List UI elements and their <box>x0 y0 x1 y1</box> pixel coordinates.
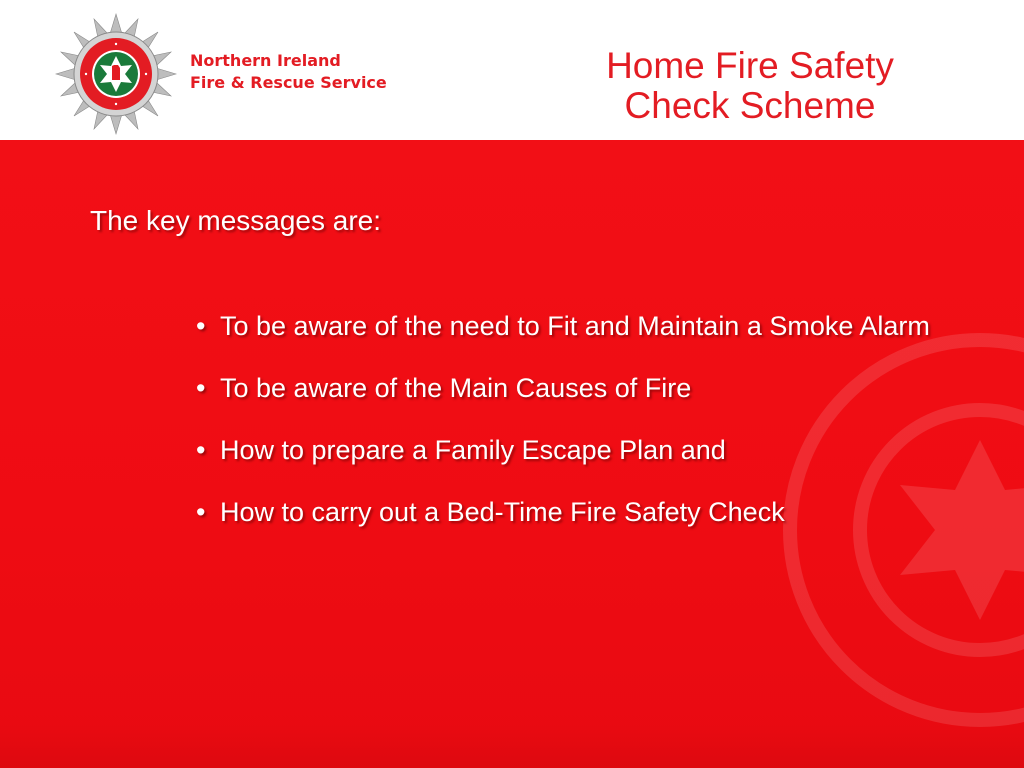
header <box>0 0 1024 140</box>
list-item <box>196 306 936 346</box>
organisation-name <box>190 50 387 94</box>
list-item-text: To be aware of the Main Causes of Fire <box>220 373 692 403</box>
list-item-text: How to prepare a Family Escape Plan and <box>220 435 726 465</box>
footer-band <box>0 724 1024 768</box>
list-item-text: How to carry out a Bed-Time Fire Safety Check <box>220 497 785 527</box>
slide-title-line2: Check Scheme <box>624 85 876 126</box>
nifrs-crest-icon <box>54 12 178 136</box>
list-item-text: To be aware of the need to Fit and Maintain a Smoke Alarm <box>220 311 930 341</box>
bullet-icon: • <box>196 497 206 527</box>
list-item <box>196 430 936 470</box>
slide-title-line1: Home Fire Safety <box>606 45 894 86</box>
bullet-icon: • <box>196 435 206 465</box>
bullet-icon: • <box>196 373 206 403</box>
organisation-name-line2: Fire & Rescue Service <box>190 73 387 92</box>
list-item <box>196 492 936 532</box>
list-item <box>196 368 936 408</box>
slide-title <box>540 46 960 126</box>
intro-text: The key messages are: <box>90 205 382 236</box>
key-messages-list <box>196 306 936 554</box>
organisation-name-line1: Northern Ireland <box>190 51 341 70</box>
bullet-icon: • <box>196 311 206 341</box>
